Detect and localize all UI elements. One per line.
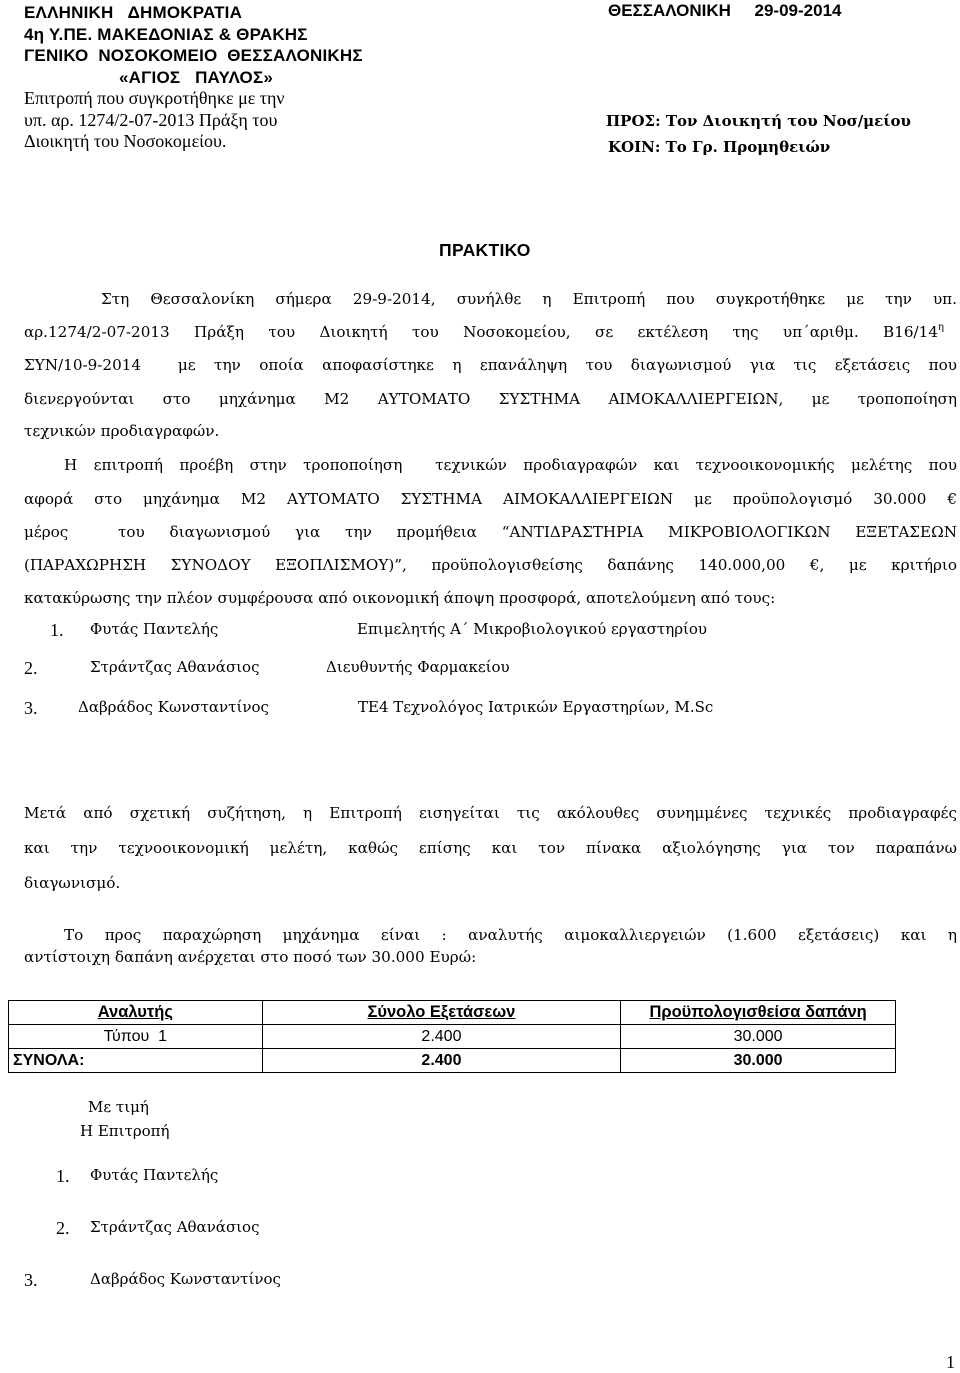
signature-number: 2. xyxy=(56,1218,70,1238)
signature-number: 3. xyxy=(24,1270,38,1290)
body-line-2: αφορά στο μηχάνημα Μ2 ΑΥΤΟΜΑΤΟ ΣΥΣΤΗΜΑ ΑΙΜΟΚΑΛΛΙΕΡΓΕΙΩΝ με προϋπολογισμό 30.000 € xyxy=(24,490,957,508)
issuer-block xyxy=(24,2,363,153)
closing-respect: Με τιμή xyxy=(88,1098,149,1116)
member-role: Επιμελητής Α΄ Μικροβιολογικού εργαστηρίου xyxy=(357,620,708,638)
body-line-5: κατακύρωσης την πλέον συμφέρουσα από οικονομική άποψη προσφορά, αποτελούμενη από τους: xyxy=(24,589,776,607)
header-total-tests: Σύνολο Εξετάσεων xyxy=(262,1001,621,1025)
member-role: ΤΕ4 Τεχνολόγος Ιατρικών Εργαστηρίων, M.Sc xyxy=(358,698,714,716)
intro-line-1: Στη Θεσσαλονίκη σήμερα 29-9-2014, συνήλθε η Επιτροπή που συγκροτήθηκε με την υπ. xyxy=(101,290,957,308)
member-number: 2. xyxy=(24,658,38,678)
signature-name: Στράντζας Αθανάσιος xyxy=(90,1218,260,1236)
intro-line-2 xyxy=(24,315,944,349)
intro-line-2-text: αρ.1274/2-07-2013 Πράξη του Διοικητή του Νοσοκομείου, σε εκτέλεση της υπ΄αριθμ. Β16/14 xyxy=(24,323,938,341)
discussion-line-1: Μετά από σχετική συζήτηση, η Επιτροπή εισηγείται τις ακόλουθες συνημμένες τεχνικές προδιαγραφές xyxy=(24,804,957,822)
signature-1 xyxy=(56,1166,219,1187)
signature-name: Φυτάς Παντελής xyxy=(90,1166,219,1184)
body-line-4: (ΠΑΡΑΧΩΡΗΣΗ ΣΥΝΟΔΟΥ ΕΞΟΠΛΙΣΜΟΥ)”, προϋπολογισθείσης δαπάνης 140.000,00 €, με κριτήριο xyxy=(24,556,957,574)
intro-superscript: η xyxy=(938,322,944,333)
issuer-line-3: ΓΕΝΙΚΟ ΝΟΣΟΚΟΜΕΙΟ ΘΕΣΣΑΛΟΝΙΚΗΣ xyxy=(24,46,363,65)
member-role: Διευθυντής Φαρμακείου xyxy=(326,658,510,676)
issuer-line-1: ΕΛΛΗΝΙΚΗ ΔΗΜΟΚΡΑΤΙΑ xyxy=(24,3,243,22)
budget-table xyxy=(8,1000,896,1073)
cell-budget: 30.000 xyxy=(621,1025,896,1049)
member-number: 3. xyxy=(24,698,38,718)
body-line-1: Η επιτροπή προέβη στην τροποποίηση τεχνικών προδιαγραφών και τεχνοοικονομικής μελέτης που xyxy=(64,456,957,474)
issuer-line-5: Επιτροπή που συγκροτήθηκε με την xyxy=(24,88,285,108)
recipient-to: ΠΡΟΣ: Τον Διοικητή του Νοσ/μείου xyxy=(606,112,911,130)
member-2 xyxy=(24,658,510,679)
signature-number: 1. xyxy=(56,1166,70,1186)
signature-3 xyxy=(24,1270,281,1291)
header-analyzer: Αναλυτής xyxy=(9,1001,263,1025)
intro-line-3: ΣΥΝ/10-9-2014 με την οποία αποφασίστηκε η επανάληψη του διαγωνισμού για τις εξετάσεις που xyxy=(24,356,957,374)
total-tests: 2.400 xyxy=(262,1049,621,1073)
signature-name: Δαβράδος Κωνσταντίνος xyxy=(90,1270,281,1288)
total-label: ΣΥΝΟΛΑ: xyxy=(9,1049,263,1073)
member-name: Δαβράδος Κωνσταντίνος xyxy=(78,698,269,716)
page-number: 1 xyxy=(946,1352,955,1372)
issuer-line-7: Διοικητή του Νοσοκομείου. xyxy=(24,131,227,151)
issuer-line-4: «ΑΓΙΟΣ ΠΑΥΛΟΣ» xyxy=(119,67,274,87)
issuer-line-2: 4η Υ.ΠΕ. ΜΑΚΕΔΟΝΙΑΣ & ΘΡΑΚΗΣ xyxy=(24,24,308,44)
member-number: 1. xyxy=(50,620,64,640)
signature-2 xyxy=(56,1218,260,1239)
member-1 xyxy=(50,620,708,641)
discussion-line-3: διαγωνισμό. xyxy=(24,874,121,892)
discussion-line-2: και την τεχνοοικονομική μελέτη, καθώς επίσης και τον πίνακα αξιολόγησης για τον παραπάνω xyxy=(24,839,957,857)
place-date: ΘΕΣΣΑΛΟΝΙΚΗ 29-09-2014 xyxy=(608,1,842,20)
table-total-row xyxy=(9,1049,896,1073)
member-3 xyxy=(24,698,714,719)
total-budget: 30.000 xyxy=(621,1049,896,1073)
recipient-cc: ΚΟΙΝ: Το Γρ. Προμηθειών xyxy=(608,138,831,156)
lease-line-1: Το προς παραχώρηση μηχάνημα είναι : αναλυτής αιμοκαλλιεργειών (1.600 εξετάσεις) και η xyxy=(64,926,957,944)
intro-line-5: τεχνικών προδιαγραφών. xyxy=(24,422,220,440)
cell-analyzer: Τύπου 1 xyxy=(9,1025,263,1049)
document-title: ΠΡΑΚΤΙΚΟ xyxy=(439,240,531,260)
table-row xyxy=(9,1025,896,1049)
closing-committee: Η Επιτροπή xyxy=(80,1122,170,1140)
header-budget: Προϋπολογισθείσα δαπάνη xyxy=(621,1001,896,1025)
cell-tests: 2.400 xyxy=(262,1025,621,1049)
member-name: Φυτάς Παντελής xyxy=(90,620,219,638)
body-line-3: μέρος του διαγωνισμού για την προμήθεια “ΑΝΤΙΔΡΑΣΤΗΡΙΑ ΜΙΚΡΟΒΙΟΛΟΓΙΚΩΝ ΕΞΕΤΑΣΕΩΝ xyxy=(24,523,957,541)
issuer-line-6: υπ. αρ. 1274/2-07-2013 Πράξη του xyxy=(24,109,278,130)
table-header-row xyxy=(9,1001,896,1025)
recipients-block xyxy=(606,108,911,160)
lease-line-2: αντίστοιχη δαπάνη ανέρχεται στο ποσό των 30.000 Ευρώ: xyxy=(24,948,477,966)
member-name: Στράντζας Αθανάσιος xyxy=(90,658,260,676)
intro-line-4: διενεργούνται στο μηχάνημα Μ2 ΑΥΤΟΜΑΤΟ ΣΥΣΤΗΜΑ ΑΙΜΟΚΑΛΛΙΕΡΓΕΙΩΝ, με τροποποίηση xyxy=(24,390,957,408)
